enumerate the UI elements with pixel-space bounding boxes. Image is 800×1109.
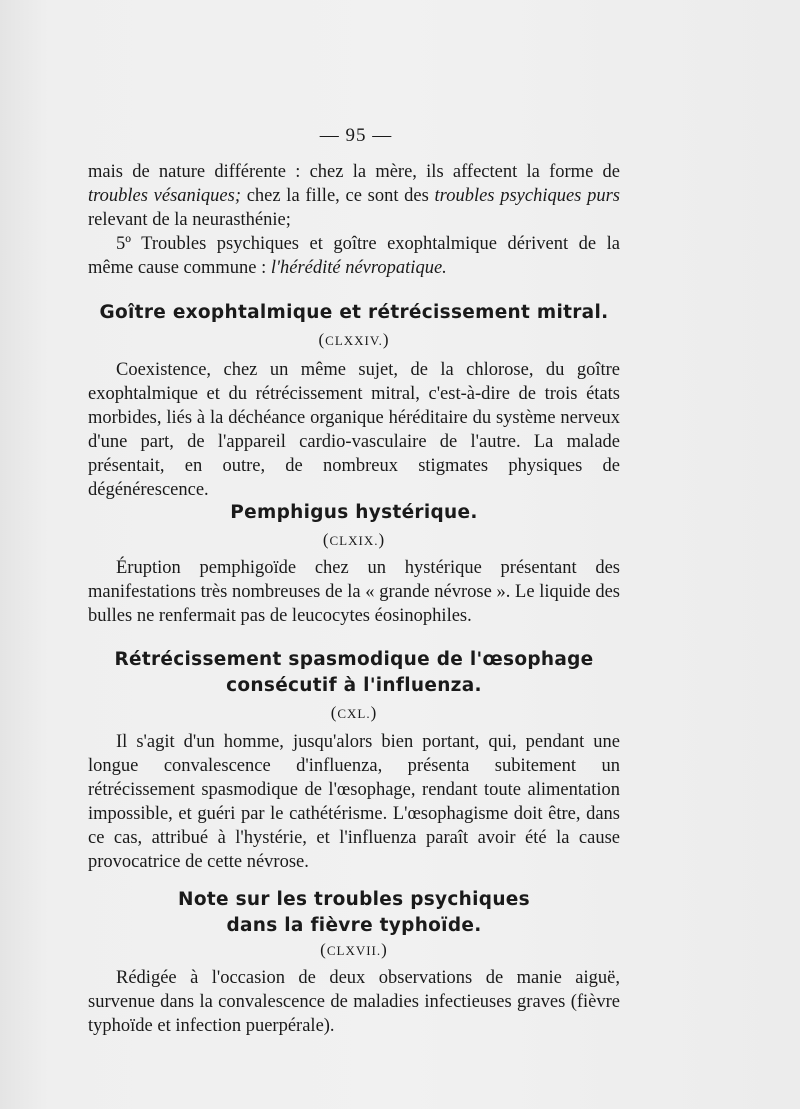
section-title-oesophage (88, 647, 620, 699)
page-number: — 95 — (319, 125, 393, 146)
section-ref-typhoide: (CLXVII.) (320, 940, 388, 959)
intro-text (88, 160, 620, 280)
intro-paragraph-1: mais de nature différente : chez la mère, ils affectent la forme de troubles vésaniques; chez la fille, ce sont des troubles psychiques purs relevant de la neurasthénie; (88, 162, 620, 230)
section-title-typhoide-line2: dans la fièvre typhoïde. (226, 915, 482, 936)
section-ref-pemphigus: (CLXIX.) (322, 530, 386, 549)
section-title-oesophage-line1: Rétrécissement spasmodique de l'œsophage (114, 649, 594, 670)
section-body-goitre: Coexistence, chez un même sujet, de la chlorose, du goître exophtalmique et du rétrécissement mitral, c'est-à-dire de trois états morbides, liés à la déchéance organique héréditaire du système nerveux d'une part, de l'appareil cardio-vasculaire de l'autre. La malade présentait, en outre, de nombreux stigmates physiques de dégénérescence. (88, 360, 620, 500)
section-title-oesophage-line2: consécutif à l'influenza. (226, 675, 482, 696)
section-title-goitre: Goître exophtalmique et rétrécissement mitral. (99, 302, 609, 323)
section-title-typhoide-line1: Note sur les troubles psychiques (178, 889, 530, 910)
section-body-pemphigus: Éruption pemphigoïde chez un hystérique présentant des manifestations très nombreuses de la « grande névrose ». Le liquide des bulles ne renfermait pas de leucocytes éosinophiles. (88, 558, 620, 626)
section-ref-oesophage: (CXL.) (330, 703, 378, 722)
intro-paragraph-2: 5º Troubles psychiques et goître exophtalmique dérivent de la même cause commune : l'hérédité névropatique. (88, 234, 620, 278)
section-title-typhoide (88, 887, 620, 939)
section-ref-goitre: (CLXXIV.) (318, 330, 390, 349)
section-title-pemphigus: Pemphigus hystérique. (230, 502, 478, 523)
section-body-typhoide: Rédigée à l'occasion de deux observations de manie aiguë, survenue dans la convalescence de maladies infectieuses graves (fièvre typhoïde et infection puerpérale). (88, 968, 620, 1036)
section-body-oesophage: Il s'agit d'un homme, jusqu'alors bien portant, qui, pendant une longue convalescence d'influenza, présenta subitement un rétrécissement spasmodique de l'œsophage, rendant toute alimentation impossible, et guéri par le cathétérisme. L'œsophagisme doit être, dans ce cas, attribué à l'hystérie, et l'influenza paraît avoir été la cause provocatrice de cette névrose. (88, 732, 620, 872)
